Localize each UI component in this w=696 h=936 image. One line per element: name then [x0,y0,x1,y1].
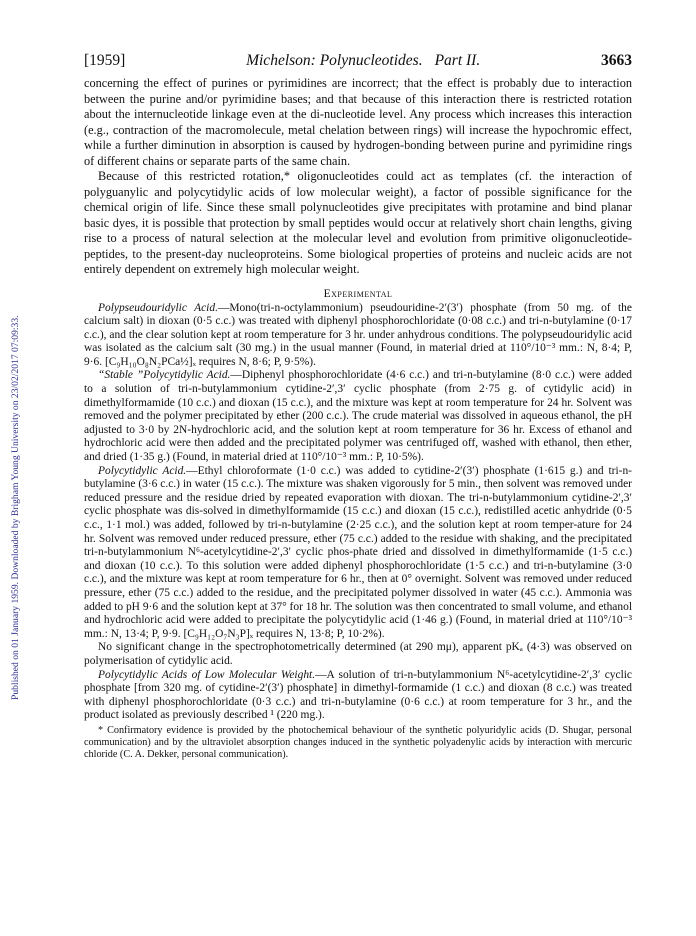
publication-side-note [10,140,24,700]
page-content [84,52,632,761]
exp-polycytidylic-text: —Ethyl chloroformate (1·0 c.c.) was added to cytidine-2′(3′) phosphate (1·615 g.) and tri-n-butylamine (3·6 c.c.) in water (15 c.c.). The mixture was shaken vigorously for 5 min., then solvent was removed under reduced pressure and the residue dried by repeated evaporation with dioxan. The tri-n-butylammonium cytidine-2′,3′ cyclic phosphate was dis-solved in dimethylformamide (15 c.c.) and dioxan (15 c.c.), redistilled acetic anhydride (0·5 c.c., 1·1 mol.) was added, followed by tri-n-butylamine (2·25 c.c.), and the solution kept at room temper-ature for 24 hr. Solvent was removed under reduced pressure, ether (75 c.c.) added to the residue with shaking, and the precipitated tri-n-butylammonium N⁶-acetylcytidine-2′,3′ cyclic phos-phate dried and dissolved in dimethylformamide (1·5 c.c.) and dioxan (10 c.c.). To this solution were added diphenyl phosphorochloridate (1·5 c.c.) and tri-n-butylamine (3·0 c.c.), and the mixture was kept at room temperature for 6 hr., then at 0° overnight. Solvent was removed under reduced pressure, ether (75 c.c.) added to the residue, and the precipitated polymer dissolved in water (45 c.c.). Ammonia was added to pH 9·6 and the solution kept at 37° for 18 hr. The solution was then concentrated to small volume, and ethanol and hydrochloric acid were added to precipitate the polycytidylic acid (1·46 g.) (Found, in material dried at 110°/10⁻³ mm.: N, 13·4; P, 9·9. [C₉H₁₂O₇N₃P]ₓ requires N, 13·8; P, 10·2%). [84,464,632,640]
header-part: Part II. [434,52,481,69]
paragraph-1: concerning the effect of purines or pyrimidines are incorrect; that the effect is probably due to interaction between the purine and/or pyrimidine bases; and that because of this interaction there is restricted rotation about the internucleotide linkage even at the di-nucleotide level. Any process which increases this interaction (e.g., contraction of the macromolecule, metal chelation between rings) will increase the hypochromic effect, while a further diminution in absorption is caused by hydrogen-bonding between purine and pyrimidine rings of different chains or separate parts of the same chain. [84,76,632,168]
exp-stable-polycytidylic [84,369,632,464]
header-title: Michelson: Polynucleotides. [246,52,423,69]
header-year: [1959] [84,52,126,69]
exp-polypseudouridylic-text: —Mono(tri-n-octylammonium) pseudouridine-2′(3′) phosphate (from 50 mg. of the calcium salt) in dioxan (0·5 c.c.) was treated with diphenyl phosphorochloridate (0·08 c.c.) and tri-n-butylamine (0·17 c.c.), and the clear solution kept at room temperature for 3 hr. under anhydrous conditions. The polypseudouridylic acid was isolated as the calcium salt (30 mg.) in the usual manner (Found, in material dried at 110°/10⁻³ mm.: N, 8·4; P, 9·6. [C₉H₁₀O₈N₂PCa½]ₓ requires N, 8·6; P, 9·5%). [84,301,632,368]
exp-low-mw [84,669,632,723]
exp-low-mw-lead: Polycytidylic Acids of Low Molecular Weight. [98,668,316,681]
exp-low-mw-text: —A solution of tri-n-butylammonium N⁶-acetylcytidine-2′,3′ cyclic phosphate [from 320 mg. of cytidine-2′(3′) phosphate] in dimethyl-formamide (1 c.c.) and dioxan (8 c.c.) was treated with diphenyl phosphorochloridate (0·3 c.c.) and tri-n-butylamine (0·6 c.c.) at room temperature for 3 hr., and the product isolated as previously described ¹ (220 mg.). [84,668,632,722]
exp-polypseudouridylic-lead: Polypseudouridylic Acid. [98,301,218,314]
header-title-group [246,52,480,70]
exp-pka-note: No significant change in the spectrophotometrically determined (at 290 mμ), apparent pKₐ (4·3) was observed on polymerisation of cytidylic acid. [84,641,632,667]
section-heading-experimental: Experimental [323,287,393,300]
exp-stable-polycytidylic-text: —Diphenyl phosphorochloridate (4·6 c.c.) and tri-n-butylamine (8·0 c.c.) were added to a solution of tri-n-butylammonium cytidine-2′,3′ cyclic phosphate (from 2·75 g. of cytidylic acid) in dimethylformamide (10 c.c.) and dioxan (15 c.c.), and the mixture was kept at room temperature for 24 hr. Solvent was removed and the polymer precipitated by ether (200 c.c.). The crude material was dissolved in aqueous ethanol, the pH adjusted to 3·0 by 2N-hydrochloric acid, and the solution kept at room temperature for 36 hr. Excess of ethanol and hydrochloric acid were then added and the precipitated polymer was centrifuged off, washed with ethanol, then ether, and dried (1·35 g.) (Found, in material dried at 110°/10⁻³ mm.: P, 10·5%). [84,369,632,464]
running-header [84,52,632,70]
exp-polypseudouridylic [84,302,632,370]
exp-polycytidylic-lead: Polycytidylic Acid. [98,464,187,477]
paragraph-2: Because of this restricted rotation,* oligonucleotides could act as templates (cf. the interaction of polyguanylic and polycytidylic acids of low molecular weight), a factor of possible significance for the chemical origin of life. Since these small polynucleotides give precipitates with protamine and bind planar basic dyes, it is possible that protection by small peptides would occur at relatively short chain lengths, giving rise to a process of natural selection at the molecular level and evolution from primitive oligonucleotide-peptides, to the present-day nucleoproteins. Some biological properties of proteins and nucleic acids are not entirely dependent on extremely high molecular weight. [84,169,632,276]
footnote: * Confirmatory evidence is provided by the photochemical behaviour of the synthetic polyuridylic acids (D. Shugar, personal communication) and by the ultraviolet absorption changes induced in the synthetic polyadenylic acids by interaction with mercuric chloride (C. A. Dekker, personal communication). [84,724,632,760]
exp-polycytidylic [84,465,632,642]
header-page-number: 3663 [600,52,632,69]
side-note-text: Published on 01 January 1959. Downloaded by Brigham Young University on 23/02/2017 07:09:33. [10,315,21,700]
exp-stable-polycytidylic-lead: “Stable ”Polycytidylic Acid. [98,369,231,382]
